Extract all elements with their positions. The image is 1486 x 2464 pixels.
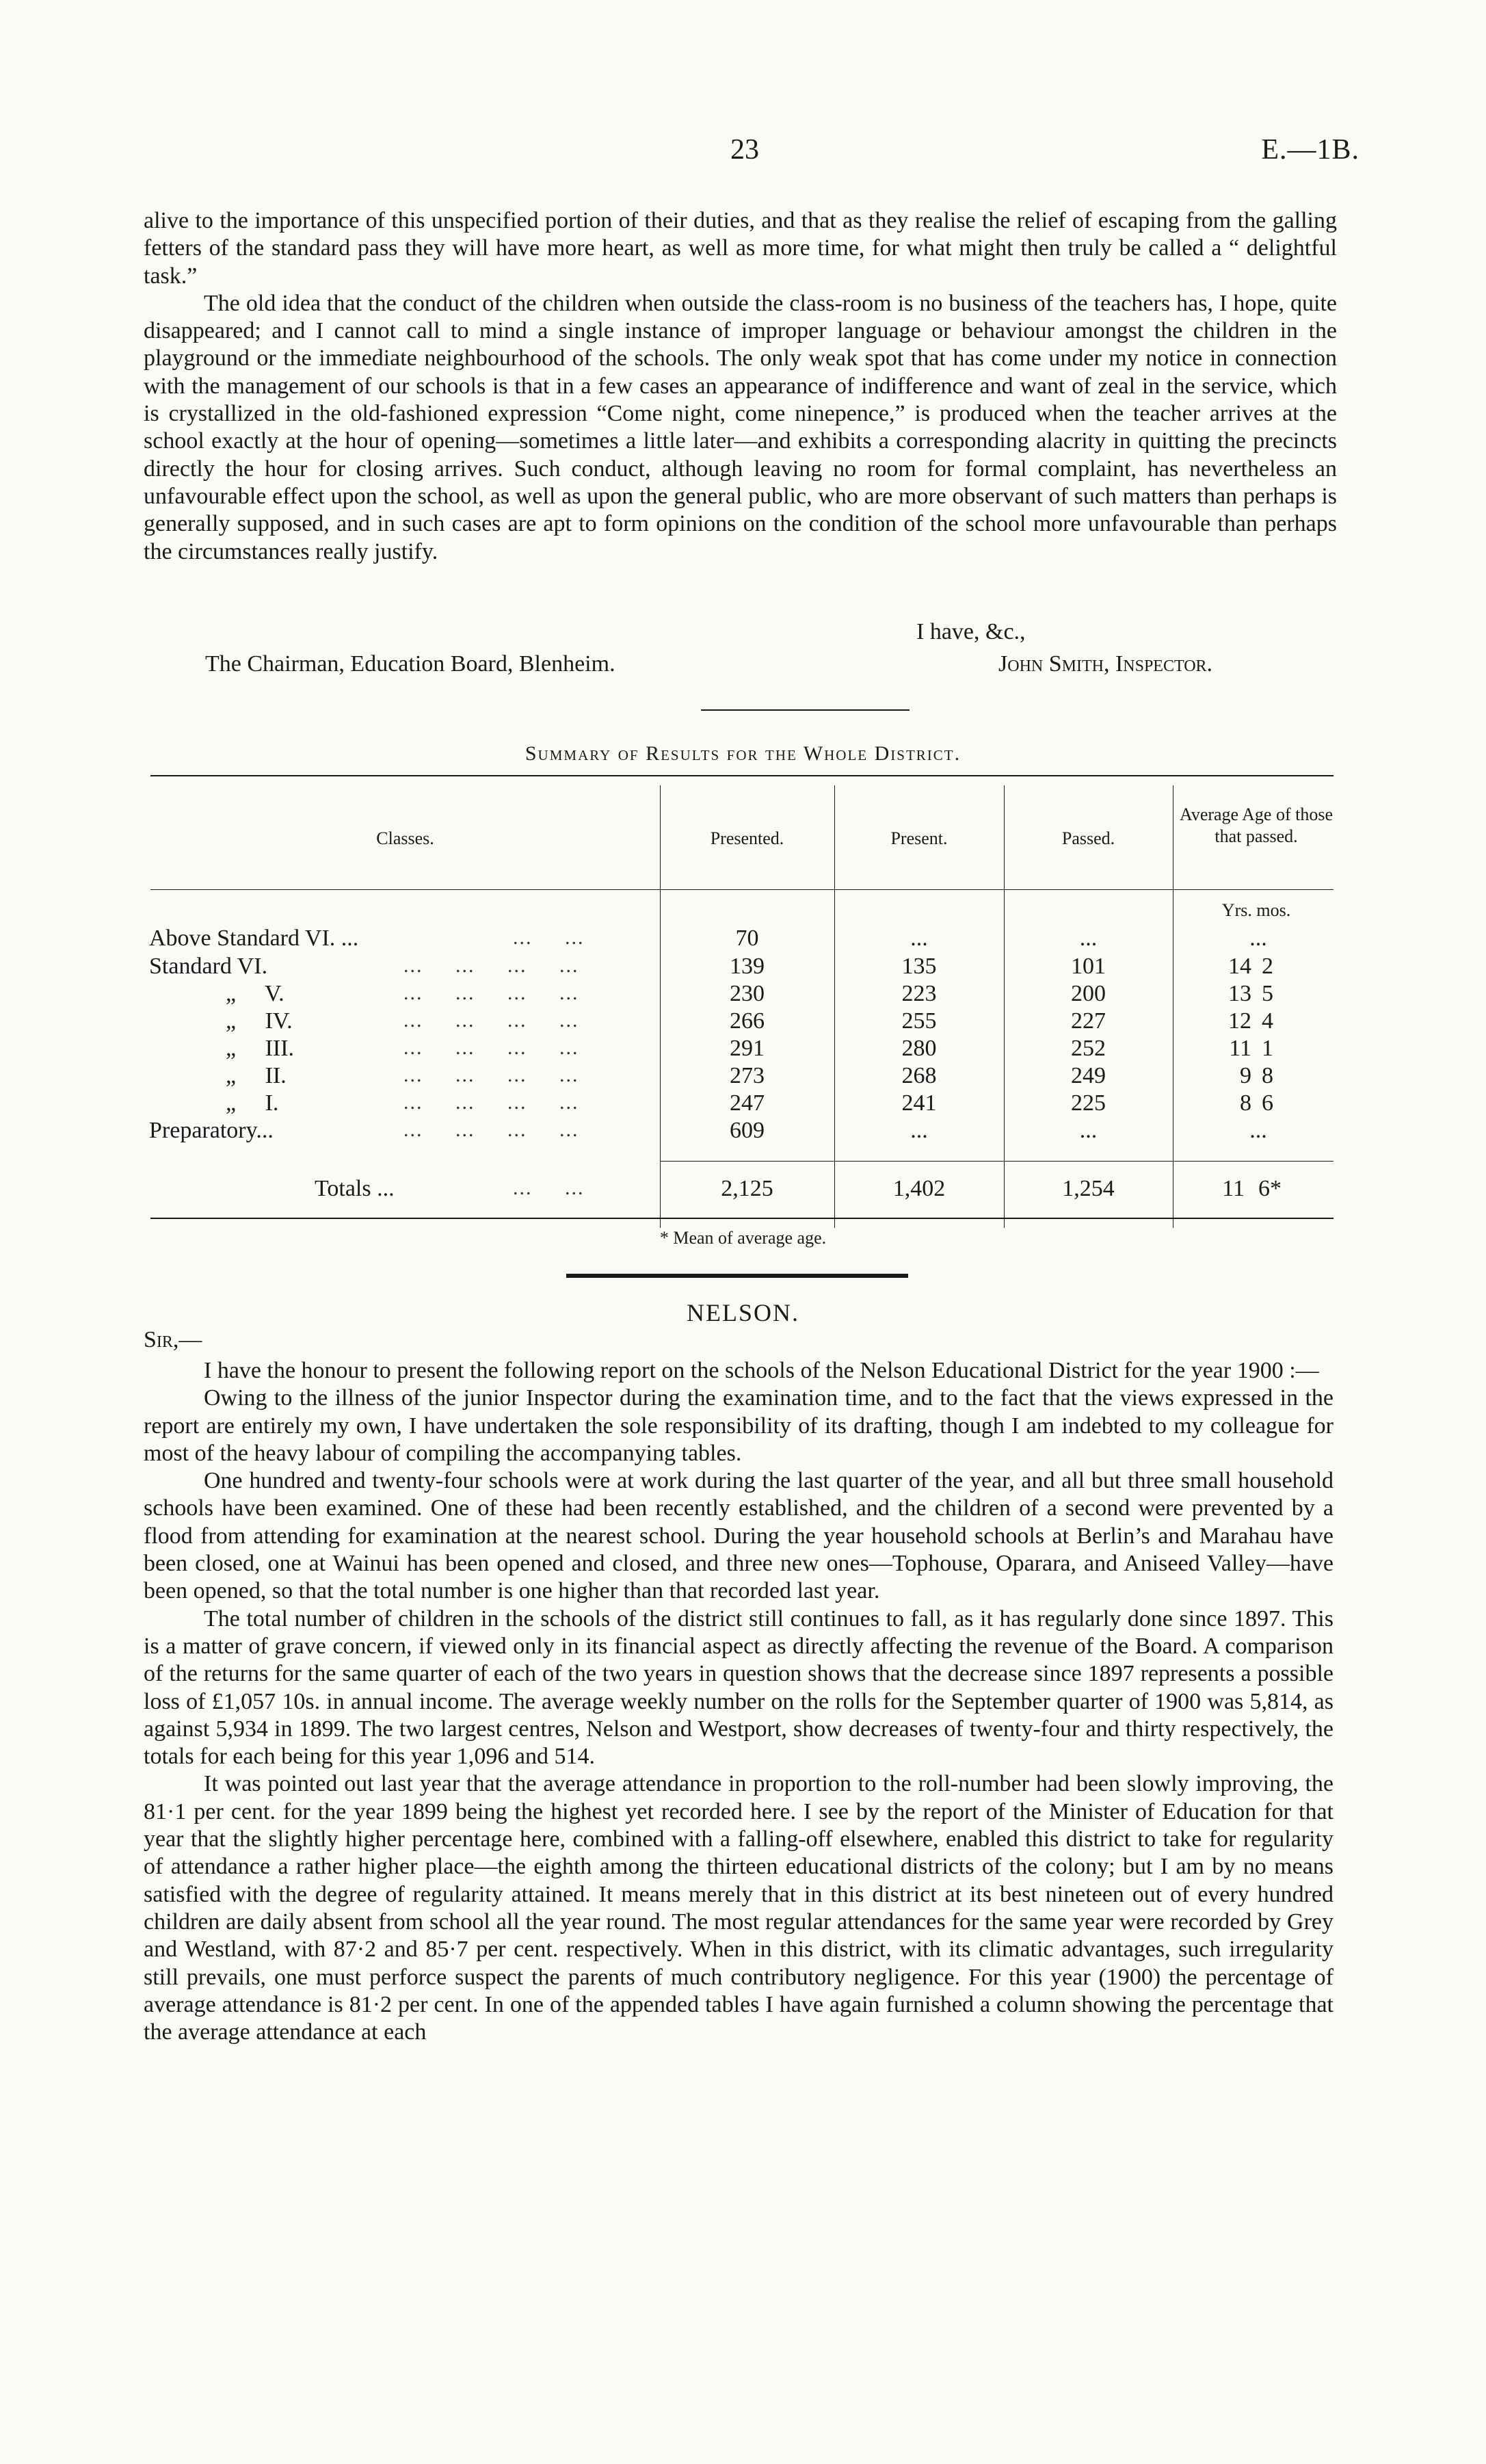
- row-presented: 139: [730, 954, 765, 979]
- row-class: „ III.: [226, 1036, 295, 1061]
- row-months: 5: [1262, 981, 1273, 1006]
- row-presented: 609: [730, 1118, 765, 1143]
- paragraph: Owing to the illness of the junior Inspector during the examination time, and to the fact that the views expressed in the report are entirely my own, I have undertaken the sole responsibility of its drafting, though I am indebted to my colleague for most of the heavy labour of compiling the accompanying tables.: [144, 1385, 1334, 1466]
- salutation: Sir,—: [144, 1327, 202, 1352]
- row-years: 12: [1228, 1008, 1251, 1034]
- totals-years: 11: [1222, 1176, 1245, 1201]
- leader-dots: ... ... ... ...: [403, 1009, 579, 1032]
- row-passed: 252: [1071, 1036, 1106, 1061]
- row-present: 223: [901, 981, 937, 1006]
- row-months: 2: [1262, 954, 1273, 979]
- row-class: Standard VI.: [149, 954, 268, 979]
- row-months: 1: [1262, 1036, 1273, 1061]
- row-present: 268: [901, 1063, 937, 1088]
- totals-presented: 2,125: [721, 1176, 773, 1201]
- row-class: „ I.: [226, 1090, 279, 1116]
- row-presented: 291: [730, 1036, 765, 1061]
- row-passed: 227: [1071, 1008, 1106, 1034]
- paragraph: The total number of children in the schools of the district still continues to fall, as it has regularly done since 1897. This is a matter of grave concern, if viewed only in its financial aspect as directly affecting the revenue of the Board. A comparison of the returns for the same quarter of each of the two years in question shows that the decrease since 1897 represents a possible loss of £1,057 10s. in annual income. The average weekly number on the rolls for the September quarter of 1900 was 5,814, as against 5,934 in 1899. The two largest centres, Nelson and Westport, show decreases of twenty-four and thirty respectively, the totals for each being for this year 1,096 and 514.: [144, 1605, 1334, 1770]
- row-age: ...: [1249, 1118, 1267, 1143]
- leader-dots: ... ... ... ...: [403, 1091, 579, 1114]
- paragraph: One hundred and twenty-four schools were at work during the last quarter of the year, and all but three small household schools have been examined. One of these had been recently established, and the children of a second were prevented by a flood from attending for examination at the nearest school. During the year household schools at Berlin’s and Marahau have been closed, one at Wainui has been opened and closed, and three new ones—Tophouse, Oparara, and Aniseed Valley—have been opened, so that the total number is one higher than that recorded last year.: [144, 1468, 1334, 1604]
- table-top-rule: [150, 775, 1334, 776]
- row-present: 280: [901, 1036, 937, 1061]
- signature-closing: I have, &c.,: [916, 619, 1026, 644]
- separator-rule: [701, 709, 910, 711]
- row-years: 11: [1229, 1036, 1251, 1061]
- row-months: 6: [1262, 1090, 1273, 1116]
- age-units: Yrs. mos.: [1221, 900, 1291, 920]
- row-months: 8: [1262, 1063, 1273, 1088]
- totals-present: 1,402: [892, 1176, 946, 1201]
- row-present: 135: [901, 954, 937, 979]
- col-header-presented: Presented.: [710, 828, 784, 848]
- leader-dots: ... ... ... ...: [403, 1118, 579, 1141]
- leader-dots: ... ... ... ...: [403, 982, 579, 1004]
- row-present: 255: [901, 1008, 937, 1034]
- signer: John Smith, Inspector.: [998, 651, 1213, 677]
- section-heavy-rule: [566, 1274, 908, 1278]
- totals-label: Totals ...: [315, 1176, 395, 1201]
- row-presented: 230: [730, 981, 765, 1006]
- header-rule: [150, 889, 1334, 890]
- intro-text: [144, 207, 1337, 566]
- row-years: 8: [1240, 1090, 1251, 1116]
- col-header-classes: Classes.: [376, 828, 434, 848]
- row-years: 14: [1228, 954, 1251, 979]
- addressee: The Chairman, Education Board, Blenheim.: [205, 651, 615, 677]
- row-present: ...: [910, 1118, 928, 1143]
- leader-dots: ... ...: [513, 1177, 585, 1199]
- row-passed: 249: [1071, 1063, 1106, 1088]
- row-passed: ...: [1079, 1118, 1098, 1143]
- leader-dots: ... ... ... ...: [403, 1064, 579, 1086]
- paragraph: I have the honour to present the following report on the schools of the Nelson Educational District for the year 1900 :—: [204, 1358, 1319, 1383]
- row-class: „ V.: [226, 981, 284, 1006]
- row-present: 241: [901, 1090, 937, 1116]
- row-passed: ...: [1079, 926, 1098, 951]
- document-reference: E.—1B.: [1261, 134, 1359, 166]
- row-years: 13: [1228, 981, 1251, 1006]
- paragraph: alive to the importance of this unspecified portion of their duties, and that as they realise the relief of escaping from the galling fetters of the standard pass they will have more heart, as well as more time, for what might then truly be called a “ delightful task.”: [144, 208, 1337, 289]
- paragraph: The old idea that the conduct of the children when outside the class-room is no business of the teachers has, I hope, quite disappeared; and I cannot call to mind a single instance of improper language or behaviour amongst the children in the playground or the immediate neighbourhood of the schools. The only weak spot that has come under my notice in connection with the management of our schools is that in a few cases an appearance of indifference and want of zeal in the service, which is crystallized in the old-fashioned expression “Come night, come ninepence,” is produced when the teacher arrives at the school exactly at the hour of opening—sometimes a little later—and exhibits a corresponding alacrity in quitting the precincts directly the hour for closing arrives. Such conduct, although leaving no room for formal complaint, has nevertheless an unfavourable effect upon the school, as well as upon the general public, who are more observant of such matters than perhaps is generally supposed, and in such cases are apt to form opinions on the condition of the school more unfavourable than perhaps the circumstances really justify.: [144, 290, 1337, 564]
- section-title: NELSON.: [687, 1299, 799, 1326]
- row-age: ...: [1249, 926, 1267, 951]
- paragraph: It was pointed out last year that the average attendance in proportion to the roll-number had been slowly improving, the 81·1 per cent. for the year 1899 being the highest yet recorded here. I see by the report of the Minister of Education for that year that the slightly higher percentage here, combined with a falling-off elsewhere, enabled this district to take for regularity of attendance a rather higher place—the eighth among the thirteen educational districts of the colony; but I am by no means satisfied with the degree of regularity attained. It means merely that in this district at its best nineteen out of every hundred children are daily absent from school all the year round. The most regular attendances for the same year were recorded by Grey and Westland, with 87·2 and 85·7 per cent. respectively. When in this district, with its climatic advantages, such irregularity still prevails, one must perforce suspect the parents of much contributory negligence. For this year (1900) the percentage of average attendance is 81·2 per cent. In one of the appended tables I have again furnished a column showing the percentage that the average attendance at each: [144, 1771, 1334, 2045]
- row-presented: 70: [735, 926, 759, 951]
- row-class: Above Standard VI. ...: [149, 926, 359, 951]
- table-footnote: * Mean of average age.: [659, 1228, 827, 1248]
- totals-rule: [660, 1161, 1334, 1162]
- table-title: Summary of Results for the Whole District.: [525, 742, 961, 765]
- row-class: „ II.: [226, 1063, 287, 1088]
- row-passed: 225: [1071, 1090, 1106, 1116]
- row-class: Preparatory...: [149, 1118, 274, 1143]
- row-presented: 266: [730, 1008, 765, 1034]
- leader-dots: ... ...: [513, 926, 585, 949]
- leader-dots: ... ... ... ...: [403, 1036, 579, 1059]
- row-present: ...: [910, 926, 928, 951]
- report-body: [144, 1357, 1334, 2046]
- row-presented: 247: [730, 1090, 765, 1116]
- totals-months: 6*: [1258, 1176, 1282, 1201]
- col-header-passed: Passed.: [1061, 828, 1115, 848]
- page-number: 23: [730, 134, 759, 166]
- row-presented: 273: [730, 1063, 765, 1088]
- row-class: „ IV.: [226, 1008, 293, 1034]
- totals-passed: 1,254: [1062, 1176, 1115, 1201]
- col-header-present: Present.: [890, 828, 948, 848]
- row-passed: 200: [1071, 981, 1106, 1006]
- row-months: 4: [1262, 1008, 1273, 1034]
- row-passed: 101: [1071, 954, 1106, 979]
- leader-dots: ... ... ... ...: [403, 954, 579, 977]
- col-header-average-age: Average Age of those that passed.: [1179, 804, 1334, 846]
- row-years: 9: [1240, 1063, 1251, 1088]
- table-bottom-rule: [150, 1218, 1334, 1219]
